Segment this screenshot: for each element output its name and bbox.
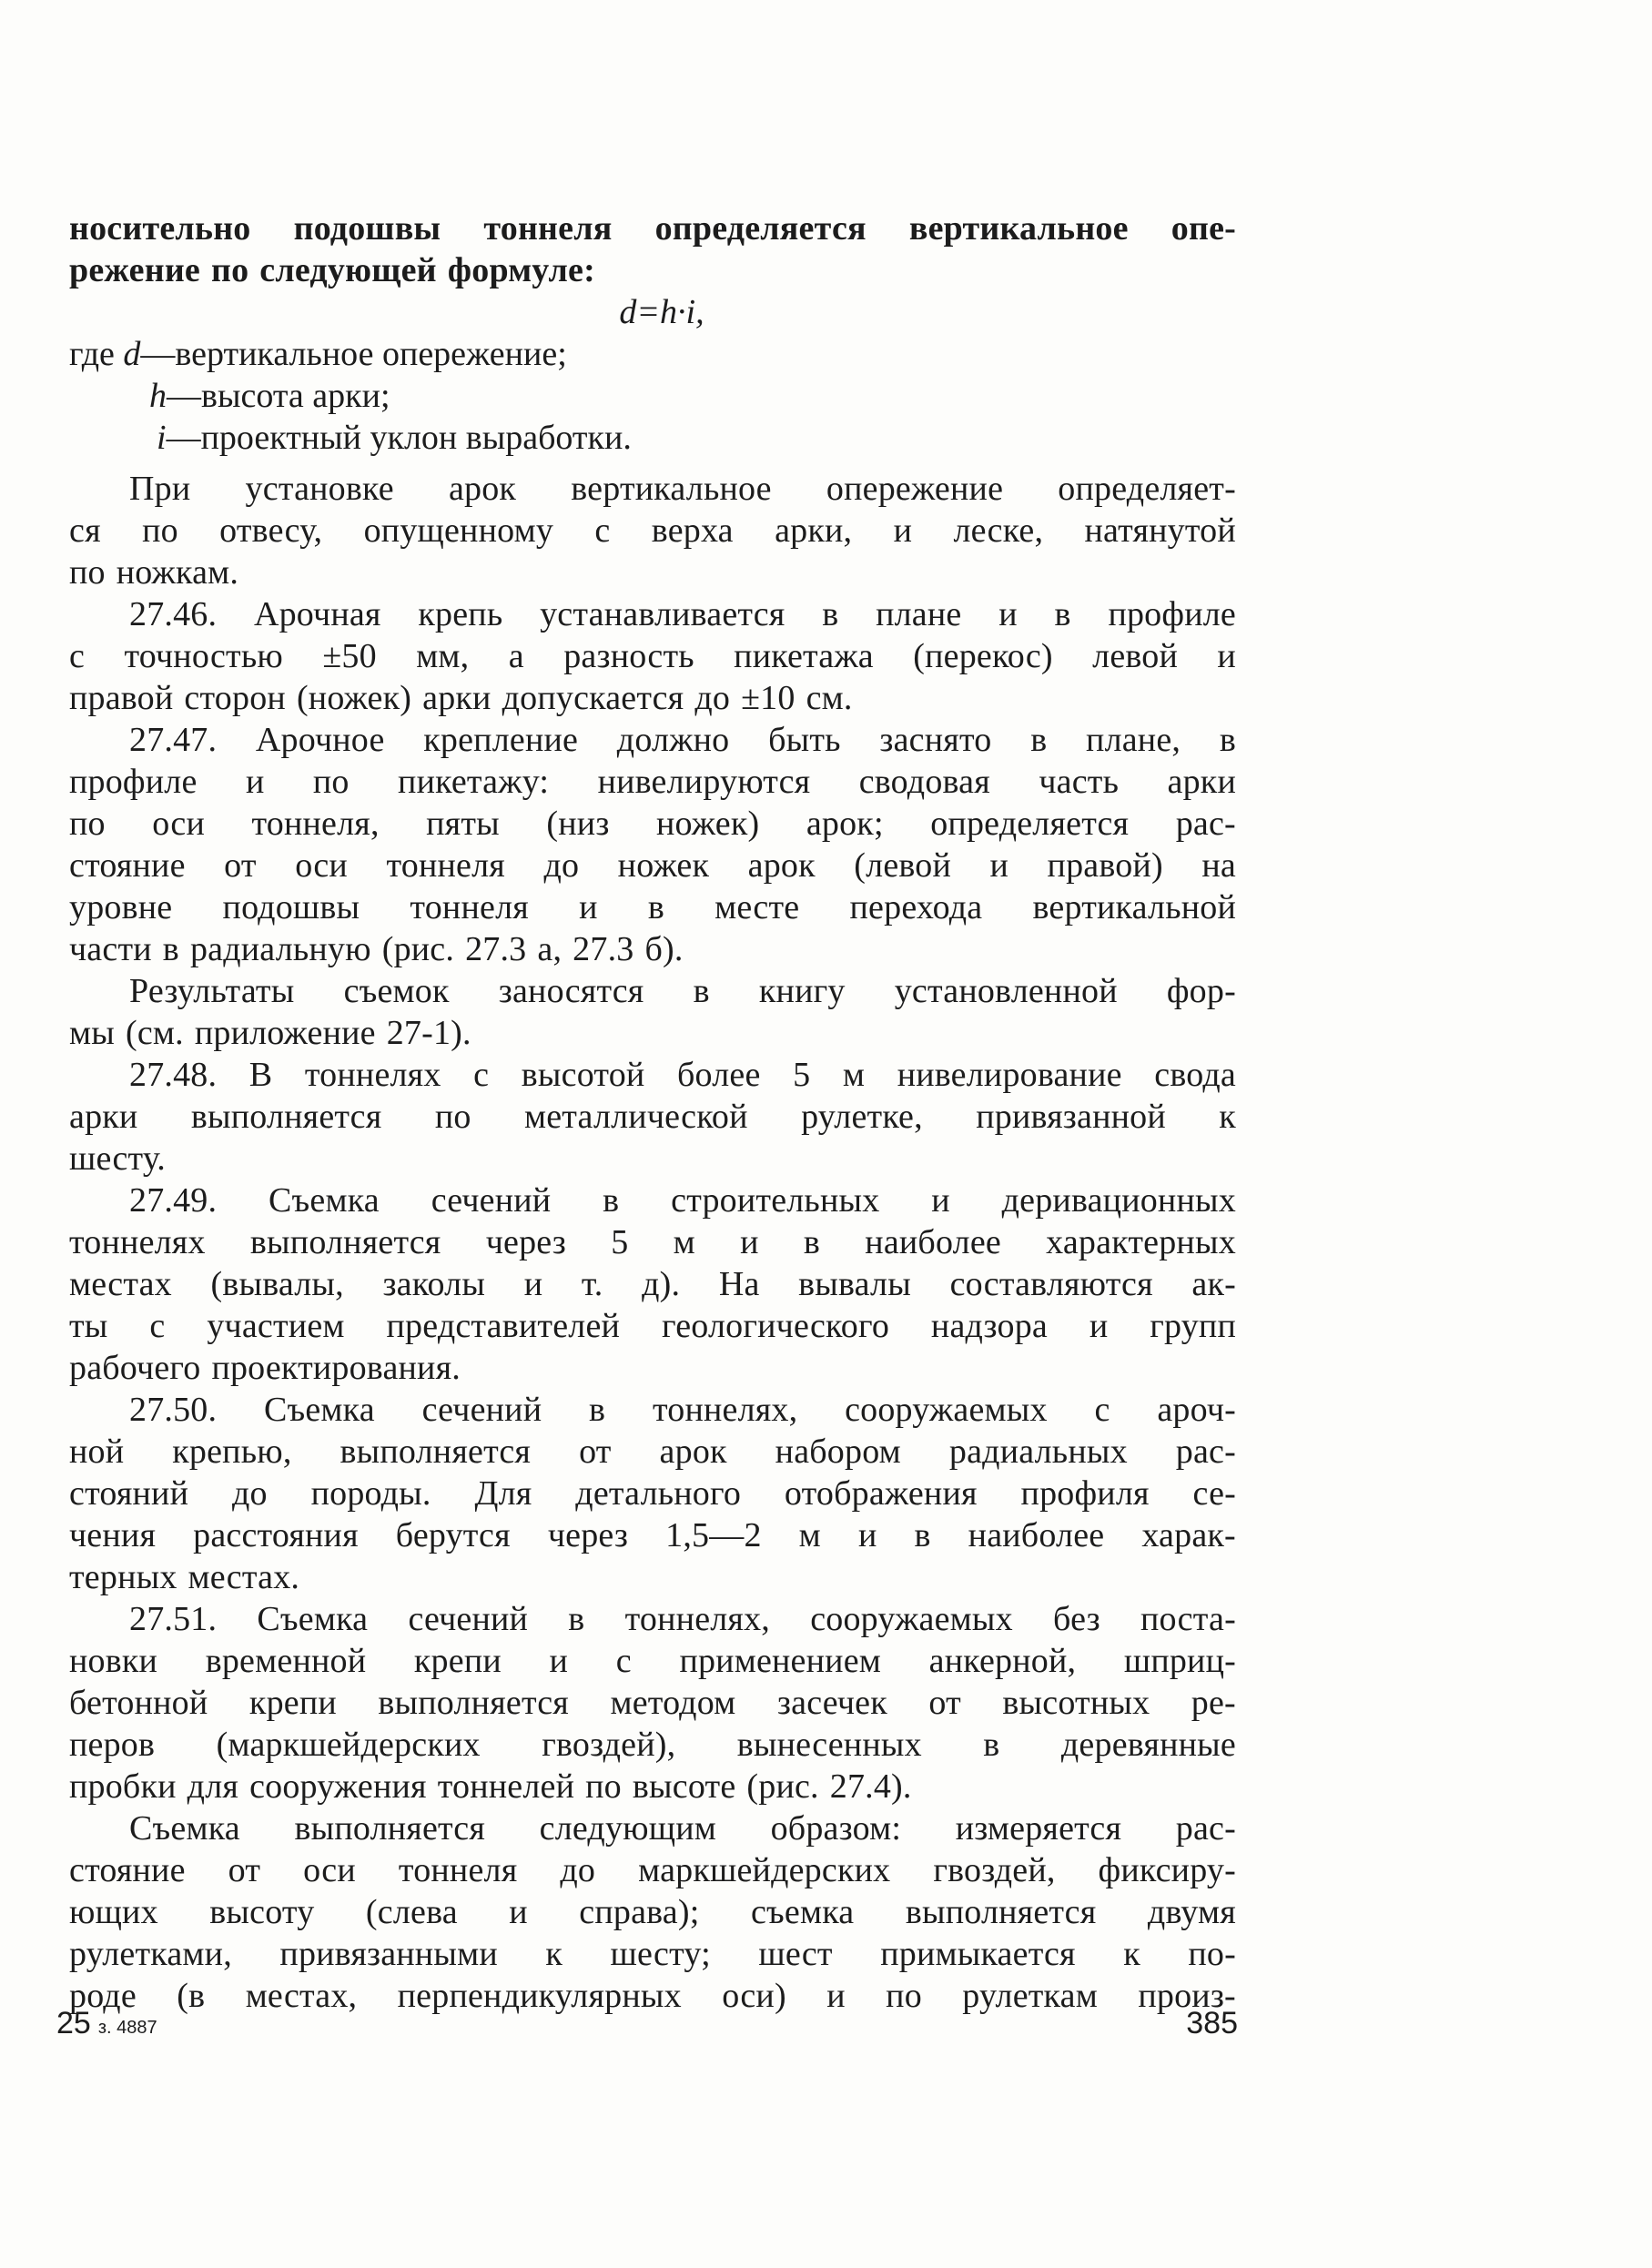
text-line: ющих высоту (слева и справа); съемка выполняется двумя: [69, 1893, 1236, 1931]
formula: d=h·i,: [619, 293, 704, 331]
text-line: При установке арок вертикальное опережение определяет-: [129, 470, 1236, 508]
page-body: [69, 208, 1236, 2017]
text-line: ты с участием представителей геологического надзора и групп: [69, 1307, 1236, 1345]
text-line: носительно подошвы тоннеля определяется вертикальное опе-: [69, 209, 1236, 248]
text-line: местах (вывалы, заколы и т. д). На вывалы составляются ак-: [69, 1265, 1236, 1303]
text-line: 27.47. Арочное крепление должно быть заснято в плане, в: [129, 721, 1236, 759]
text-line: 27.51. Съемка сечений в тоннелях, сооружаемых без поста-: [129, 1600, 1236, 1638]
page-footer: [56, 2006, 1238, 2041]
text-line: с точностью ±50 мм, а разность пикетажа (перекос) левой и: [69, 637, 1236, 675]
paragraph: [69, 970, 1236, 1054]
text-line: ся по отвесу, опущенному с верха арки, и леске, натянутой: [69, 511, 1236, 550]
text-line: новки временной крепи и с применением анкерной, шприц-: [69, 1642, 1236, 1680]
paragraph: [69, 468, 1236, 593]
definition-line: где d—вертикальное опережение;: [69, 335, 567, 373]
text-line: пробки для сооружения тоннелей по высоте (рис. 27.4).: [69, 1767, 912, 1806]
text-line: Съемка выполняется следующим образом: измеряется рас-: [129, 1809, 1236, 1848]
text-line: мы (см. приложение 27-1).: [69, 1014, 471, 1052]
text-line: уровне подошвы тоннеля и в месте перехода вертикальной: [69, 888, 1236, 926]
text-line: стояние от оси тоннеля до маркшейдерских гвоздей, фиксиру-: [69, 1851, 1236, 1889]
text-line: перов (маркшейдерских гвоздей), вынесенных в деревянные: [69, 1726, 1236, 1764]
paragraph: [69, 1180, 1236, 1389]
text-line: ной крепью, выполняется от арок набором радиальных рас-: [69, 1433, 1236, 1471]
text-line: рулетками, привязанными к шесту; шест примыкается к по-: [69, 1935, 1236, 1973]
text-line: чения расстояния берутся через 1,5—2 м и в наиболее харак-: [69, 1516, 1236, 1554]
text-line: части в радиальную (рис. 27.3 а, 27.3 б).: [69, 930, 684, 968]
text-line: шесту.: [69, 1139, 166, 1178]
text-line: арки выполняется по металлической рулетке, привязанной к: [69, 1098, 1236, 1136]
text-line: рабочего проектирования.: [69, 1349, 461, 1387]
text-line: тоннелях выполняется через 5 м и в наиболее характерных: [69, 1223, 1236, 1261]
text-line: стояние от оси тоннеля до ножек арок (левой и правой) на: [69, 846, 1236, 885]
paragraph: [69, 719, 1236, 970]
paragraph: [69, 1389, 1236, 1598]
text-line: роде (в местах, перпендикулярных оси) и по рулеткам произ-: [69, 1977, 1236, 2015]
definition-line: i—проектный уклон выработки.: [157, 419, 632, 457]
printer-signature: 25 з. 4887: [56, 2006, 157, 2040]
page-number: 385: [1186, 2006, 1238, 2040]
text-line: правой сторон (ножек) арки допускается до ±10 см.: [69, 679, 853, 717]
text-line: 27.50. Съемка сечений в тоннелях, сооружаемых с aроч-: [129, 1391, 1236, 1429]
paragraph: [69, 1807, 1236, 2017]
text-line: Результаты съемок заносятся в книгу установленной фор-: [129, 972, 1236, 1010]
text-line: бетонной крепи выполняется методом засечек от высотных ре-: [69, 1684, 1236, 1722]
paragraph: [69, 1054, 1236, 1180]
text-line: режение по следующей формуле:: [69, 251, 595, 289]
text-line: терных местах.: [69, 1558, 300, 1596]
text-line: по ножкам.: [69, 553, 239, 592]
paragraph: [69, 593, 1236, 719]
text-line: по оси тоннеля, пяты (низ ножек) арок; определяется рас-: [69, 805, 1236, 843]
text-line: 27.46. Арочная крепь устанавливается в плане и в профиле: [129, 595, 1236, 633]
text-line: стояний до породы. Для детального отображения профиля се-: [69, 1474, 1236, 1513]
paragraph: [69, 1598, 1236, 1807]
definition-line: h—высота арки;: [149, 377, 390, 415]
text-line: 27.48. В тоннелях с высотой более 5 м нивелирование свода: [129, 1056, 1236, 1094]
text-line: 27.49. Съемка сечений в строительных и деривационных: [129, 1181, 1236, 1220]
text-line: профиле и по пикетажу: нивелируются сводовая часть арки: [69, 763, 1236, 801]
